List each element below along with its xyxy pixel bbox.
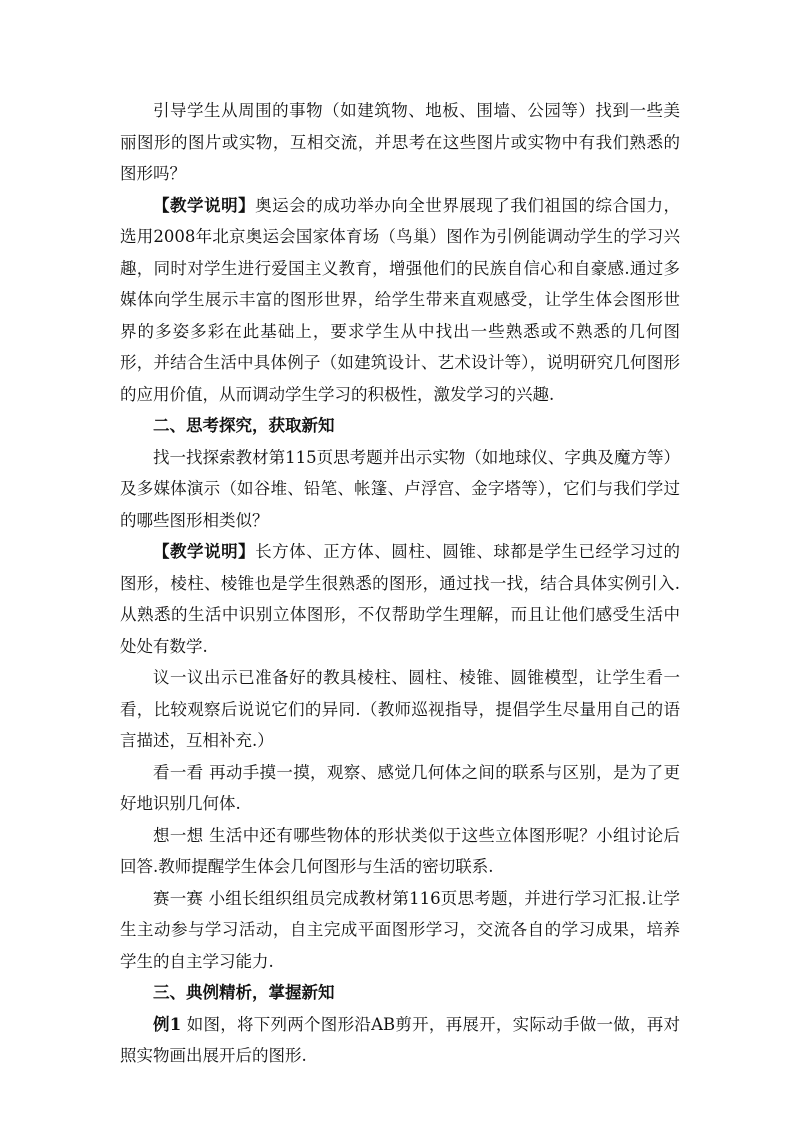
paragraph-look: 看一看 再动手摸一摸，观察、感觉几何体之间的联系与区别，是为了更好地识别几何体.: [120, 762, 680, 813]
note-text: 长方体、正方体、圆柱、圆锥、球都是学生已经学习过的图形，棱柱、棱锥也是学生很熟悉的图形，通过找一找，结合具体实例引入.从熟悉的生活中识别立体图形，不仅帮助学生理解，而且让他们感受生活中处处有数学.: [120, 542, 681, 656]
note-bracket-close: 】: [238, 195, 256, 215]
paragraph-compete: 赛一赛 小组长组织组员完成教材第116页思考题，并进行学习汇报.让学生主动参与学习活动，自主完成平面图形学习，交流各自的学习成果，培养学生的自主学习能力.: [120, 888, 680, 971]
paragraph-intro: 引导学生从周围的事物（如建筑物、地板、围墙、公园等）找到一些美丽图形的图片或实物，互相交流，并思考在这些图片或实物中有我们熟悉的图形吗？: [120, 101, 680, 183]
note-text: 奥运会的成功举办向全世界展现了我们祖国的综合国力，选用2008年北京奥运会国家体育场（鸟巢）图作为引例能调动学生的学习兴趣，同时对学生进行爱国主义教育，增强他们的民族自信心和自豪感.通过多媒体向学生展示丰富的图形世界，给学生带来直观感受，让学生体会图形世界的多姿多彩在此基础上，要求学生从中找出一些熟悉或不熟悉的几何图形，并结合生活中具体例子（如建筑设计、艺术设计等），说明研究几何图形的应用价值，从而调动学生学习的积极性，激发学习的兴趣.: [120, 195, 681, 404]
example-text: 如图，将下列两个图形沿AB剪开，再展开，实际动手做一做，再对照实物画出展开后的图形.: [120, 1014, 680, 1065]
section-heading-2: 二、思考探究，获取新知: [153, 416, 335, 435]
paragraph-find: 找一找探索教材第115页思考题并出示实物（如地球仪、字典及魔方等）及多媒体演示（如谷堆、铅笔、帐篷、卢浮宫、金字塔等），它们与我们学过的哪些图形相类似？: [120, 447, 680, 530]
note-label: 教学说明: [170, 542, 239, 561]
note-bracket-open: 【: [153, 195, 171, 215]
document-page: [120, 95, 680, 1072]
note-label: 教学说明: [170, 195, 239, 215]
note-bracket-open: 【: [153, 542, 171, 561]
paragraph-discuss: 议一议出示已准备好的教具棱柱、圆柱、棱锥、圆锥模型，让学生看一看，比较观察后说说它们的异同.（教师巡视指导，提倡学生尽量用自己的语言描述，互相补充.）: [120, 668, 680, 750]
section-heading-3: 三、典例精析，掌握新知: [153, 983, 335, 1002]
paragraph-teaching-note-2: [120, 536, 680, 662]
paragraph-think: 想一想 生活中还有哪些物体的形状类似于这些立体图形呢？小组讨论后回答.教师提醒学生体会几何图形与生活的密切联系.: [120, 825, 680, 876]
note-bracket-close: 】: [238, 542, 256, 561]
example-label: 例1: [153, 1014, 182, 1034]
paragraph-teaching-note-1: [120, 190, 680, 411]
paragraph-example-1: [120, 1009, 680, 1072]
